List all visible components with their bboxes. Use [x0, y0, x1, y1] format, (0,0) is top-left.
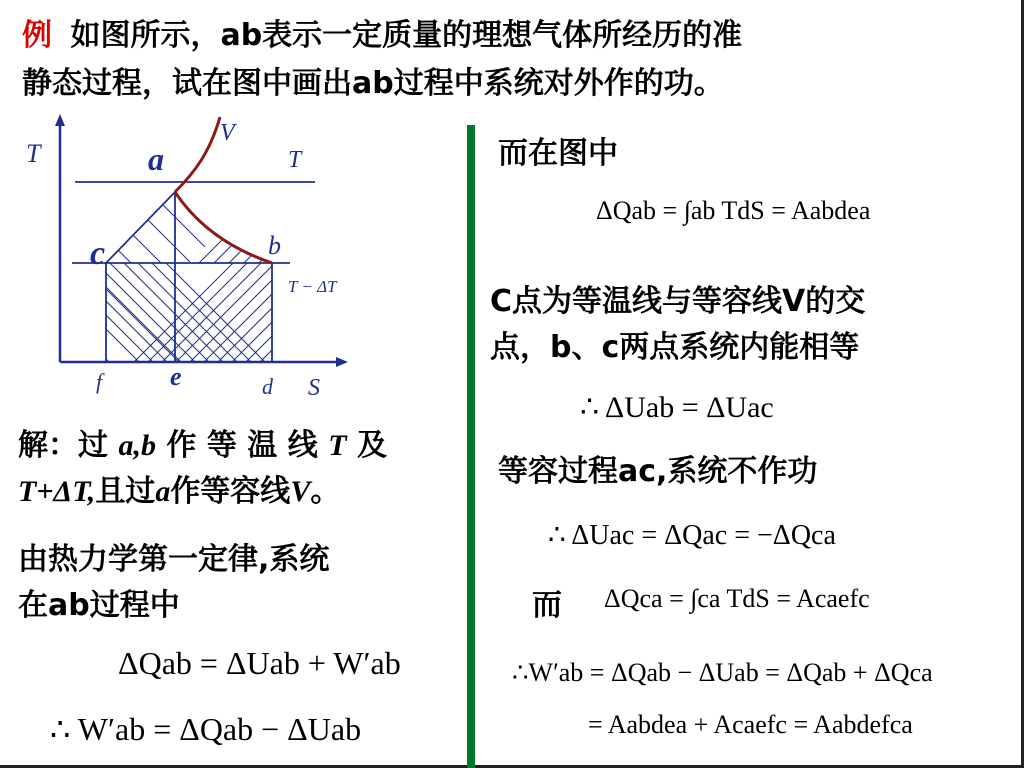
point-f-label: f [96, 369, 103, 394]
equation-work-sum: ∴W′ab = ΔQab − ΔUab = ΔQab + ΔQca [512, 658, 933, 687]
equation-u-ac: ∴ ΔUac = ΔQac = −ΔQca [548, 520, 836, 551]
solution-line-2 [18, 466, 340, 510]
hatch-upper-right [180, 192, 345, 282]
isochoric-text: 等容过程ac,系统不作功 [498, 454, 818, 489]
equation-area-sum: = Aabdea + Acaefc = Aabdefca [588, 710, 913, 739]
title-text-1: 如图所示，ab表示一定质量的理想气体所经历的准 [70, 18, 743, 53]
solution-text-1e: 及 [356, 428, 387, 463]
law-line-1: 由热力学第一定律,系统 [18, 542, 330, 577]
solution-text-1d: T [328, 429, 347, 462]
solution-text-2d: 作等容线 [170, 474, 291, 509]
solution-text-2a: T+ΔT, [18, 475, 96, 508]
t-axis-arrow [55, 114, 65, 126]
equation-work: ∴ W′ab = ΔQab − ΔUab [50, 711, 362, 747]
equation-first-law: ΔQab = ΔUab + W′ab [118, 645, 401, 681]
equation-q-ca: ΔQca = ∫ca TdS = Acaefc [604, 584, 870, 613]
solution-line-1 [18, 420, 387, 464]
hatch-lines-left [20, 263, 265, 362]
point-b-label: b [268, 231, 281, 260]
equation-delta-u: ∴ ΔUab = ΔUac [580, 391, 774, 424]
solution-text-1b: a,b [118, 429, 156, 462]
title-line-1 [22, 10, 742, 54]
c-point-line-2: 点，b、c两点系统内能相等 [490, 330, 860, 365]
example-label: 例 [22, 18, 52, 53]
solution-text-2b: 且过 [95, 474, 156, 509]
s-axis-label: S [308, 375, 320, 401]
title-line-2: 静态过程，试在图中画出ab过程中系统对外作的功。 [22, 66, 724, 101]
in-figure-text: 而在图中 [498, 136, 618, 171]
point-c-label: c [90, 235, 106, 272]
s-axis-arrow [336, 357, 348, 367]
isotherm-t-label: T [288, 147, 302, 173]
curve-v-label: V [220, 120, 235, 146]
t-axis-label: T [26, 139, 41, 168]
point-a-label: a [148, 141, 164, 177]
solution-text-2c: a [155, 475, 171, 508]
column-divider [467, 125, 475, 768]
solution-text-1a: 解：过 [18, 428, 108, 463]
equation-q-ab: ΔQab = ∫ab TdS = Aabdea [596, 196, 871, 225]
solution-text-1c: 作 等 温 线 [166, 428, 318, 463]
solution-text-2e: V [290, 475, 311, 508]
law-line-2: 在ab过程中 [18, 588, 180, 623]
solution-text-2f: 。 [310, 474, 341, 509]
line-c-a [106, 192, 175, 263]
isotherm-t-minus-label: T − ΔT [288, 277, 337, 296]
point-e-label: e [170, 362, 182, 391]
point-d-label: d [262, 374, 273, 399]
c-point-line-1: C点为等温线与等容线V的交 [490, 284, 866, 319]
and-text: 而 [532, 588, 562, 623]
ts-diagram [20, 112, 360, 412]
